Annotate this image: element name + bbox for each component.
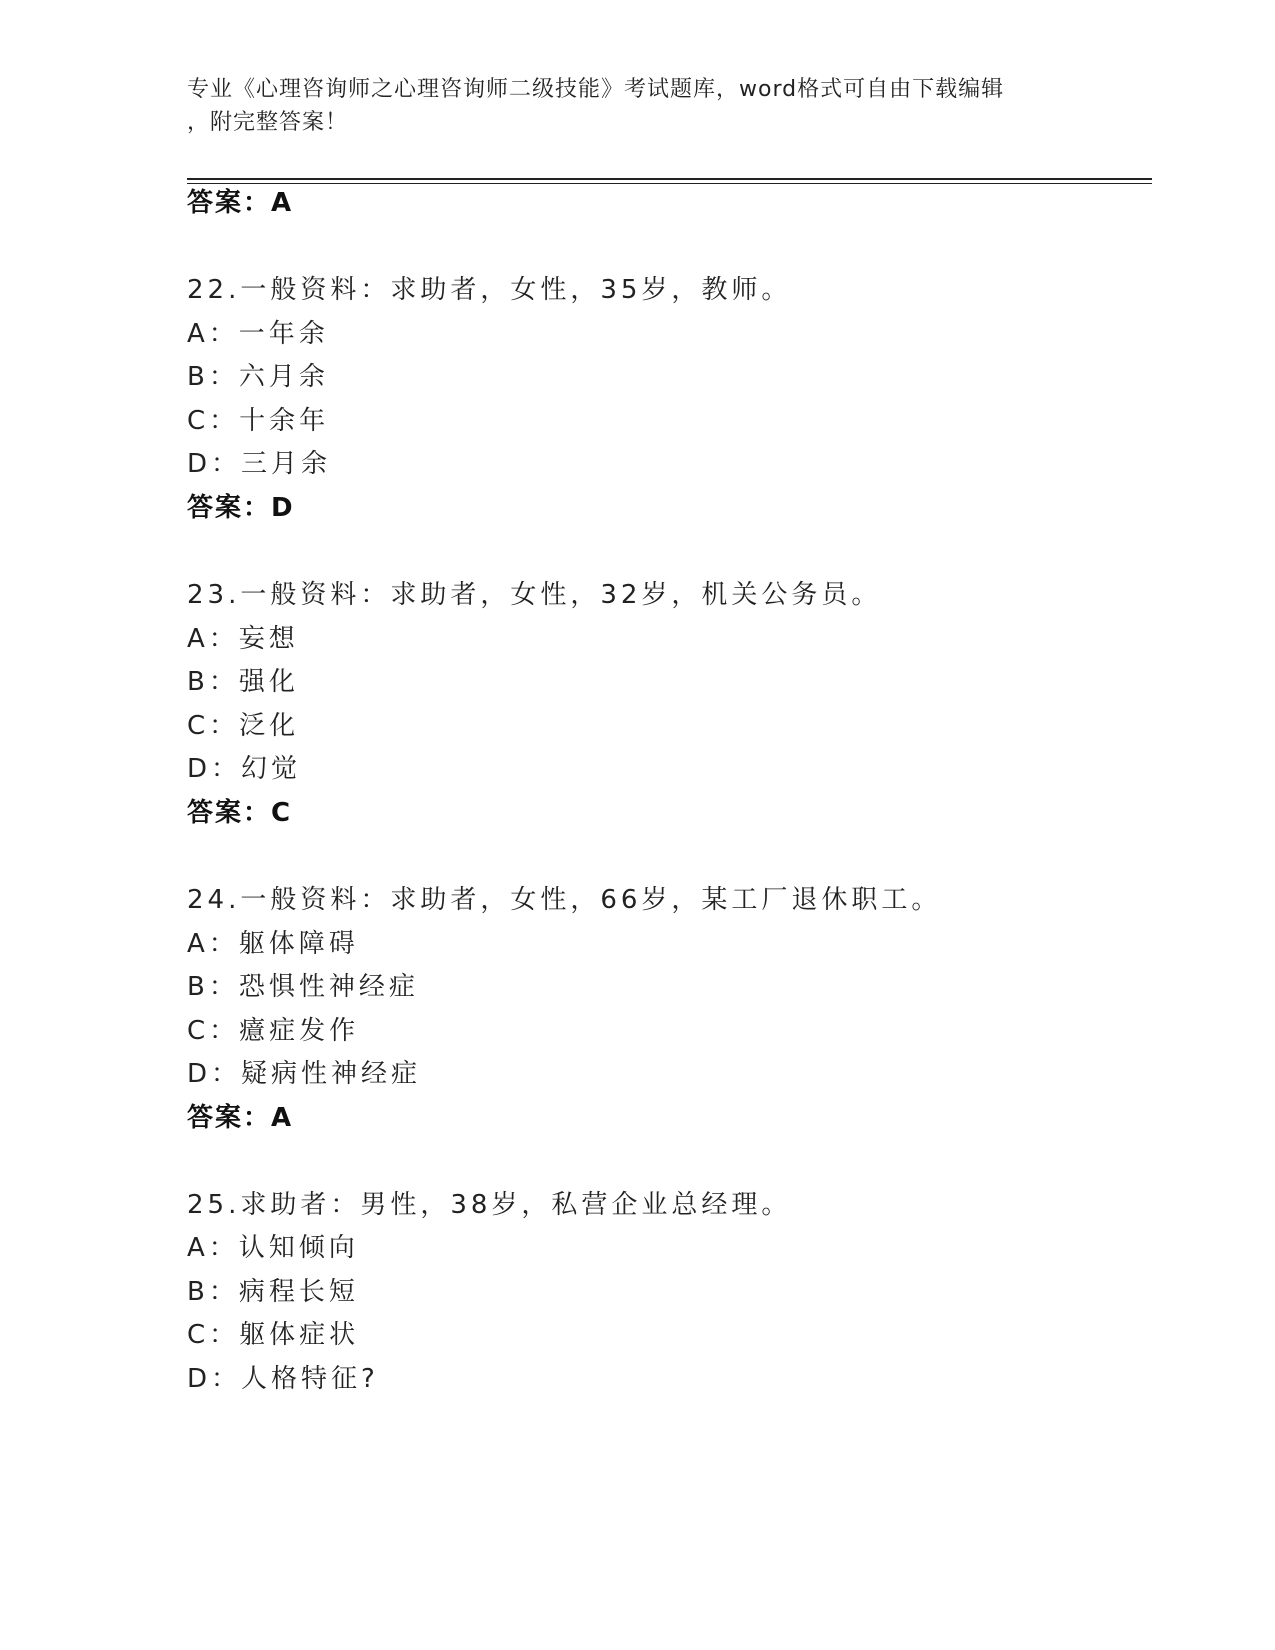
answer-value: A <box>271 1103 294 1133</box>
answer-label: 答案： <box>187 188 272 218</box>
question-22-option-a: A：一年余 <box>187 319 329 349</box>
question-22-option-d: D：三月余 <box>187 449 332 479</box>
question-24-option-b: B：恐惧性神经症 <box>187 972 419 1002</box>
answer-value: A <box>271 188 294 218</box>
question-24-option-a: A：躯体障碍 <box>187 929 359 959</box>
header-line-1: 专业《心理咨询师之心理咨询师二级技能》考试题库，word格式可自由下载编辑 <box>187 77 1005 102</box>
question-24-option-c: C：癔症发作 <box>187 1016 360 1046</box>
question-22-stem: 22.一般资料：求助者，女性，35岁，教师。 <box>187 275 792 305</box>
answer-22 <box>187 491 295 525</box>
answer-label: 答案： <box>187 493 272 523</box>
answer-label: 答案： <box>187 798 272 828</box>
answer-21 <box>187 186 293 220</box>
question-22-option-c: C：十余年 <box>187 406 330 436</box>
question-25-option-c: C：躯体症状 <box>187 1320 360 1350</box>
document-header <box>187 73 1087 139</box>
question-23-option-c: C：泛化 <box>187 711 300 741</box>
question-23-stem: 23.一般资料：求助者，女性，32岁，机关公务员。 <box>187 580 882 610</box>
header-divider-thick <box>187 178 1152 180</box>
answer-value: D <box>271 493 295 523</box>
answer-value: C <box>271 798 293 828</box>
question-23-option-a: A：妄想 <box>187 624 299 654</box>
question-23-option-b: B：强化 <box>187 667 299 697</box>
question-24-stem: 24.一般资料：求助者，女性，66岁，某工厂退休职工。 <box>187 885 942 915</box>
question-24-option-d: D：疑病性神经症 <box>187 1059 422 1089</box>
question-25-option-a: A：认知倾向 <box>187 1233 359 1263</box>
question-25-option-b: B：病程长短 <box>187 1277 359 1307</box>
answer-23 <box>187 796 292 830</box>
question-25-stem: 25.求助者：男性，38岁，私营企业总经理。 <box>187 1190 792 1220</box>
question-25-option-d: D：人格特征? <box>187 1364 379 1394</box>
header-line-2: ，附完整答案！ <box>187 110 349 135</box>
question-23-option-d: D：幻觉 <box>187 754 302 784</box>
answer-label: 答案： <box>187 1103 272 1133</box>
answer-24 <box>187 1101 293 1135</box>
question-22-option-b: B：六月余 <box>187 362 329 392</box>
header-divider-thin <box>187 183 1152 184</box>
